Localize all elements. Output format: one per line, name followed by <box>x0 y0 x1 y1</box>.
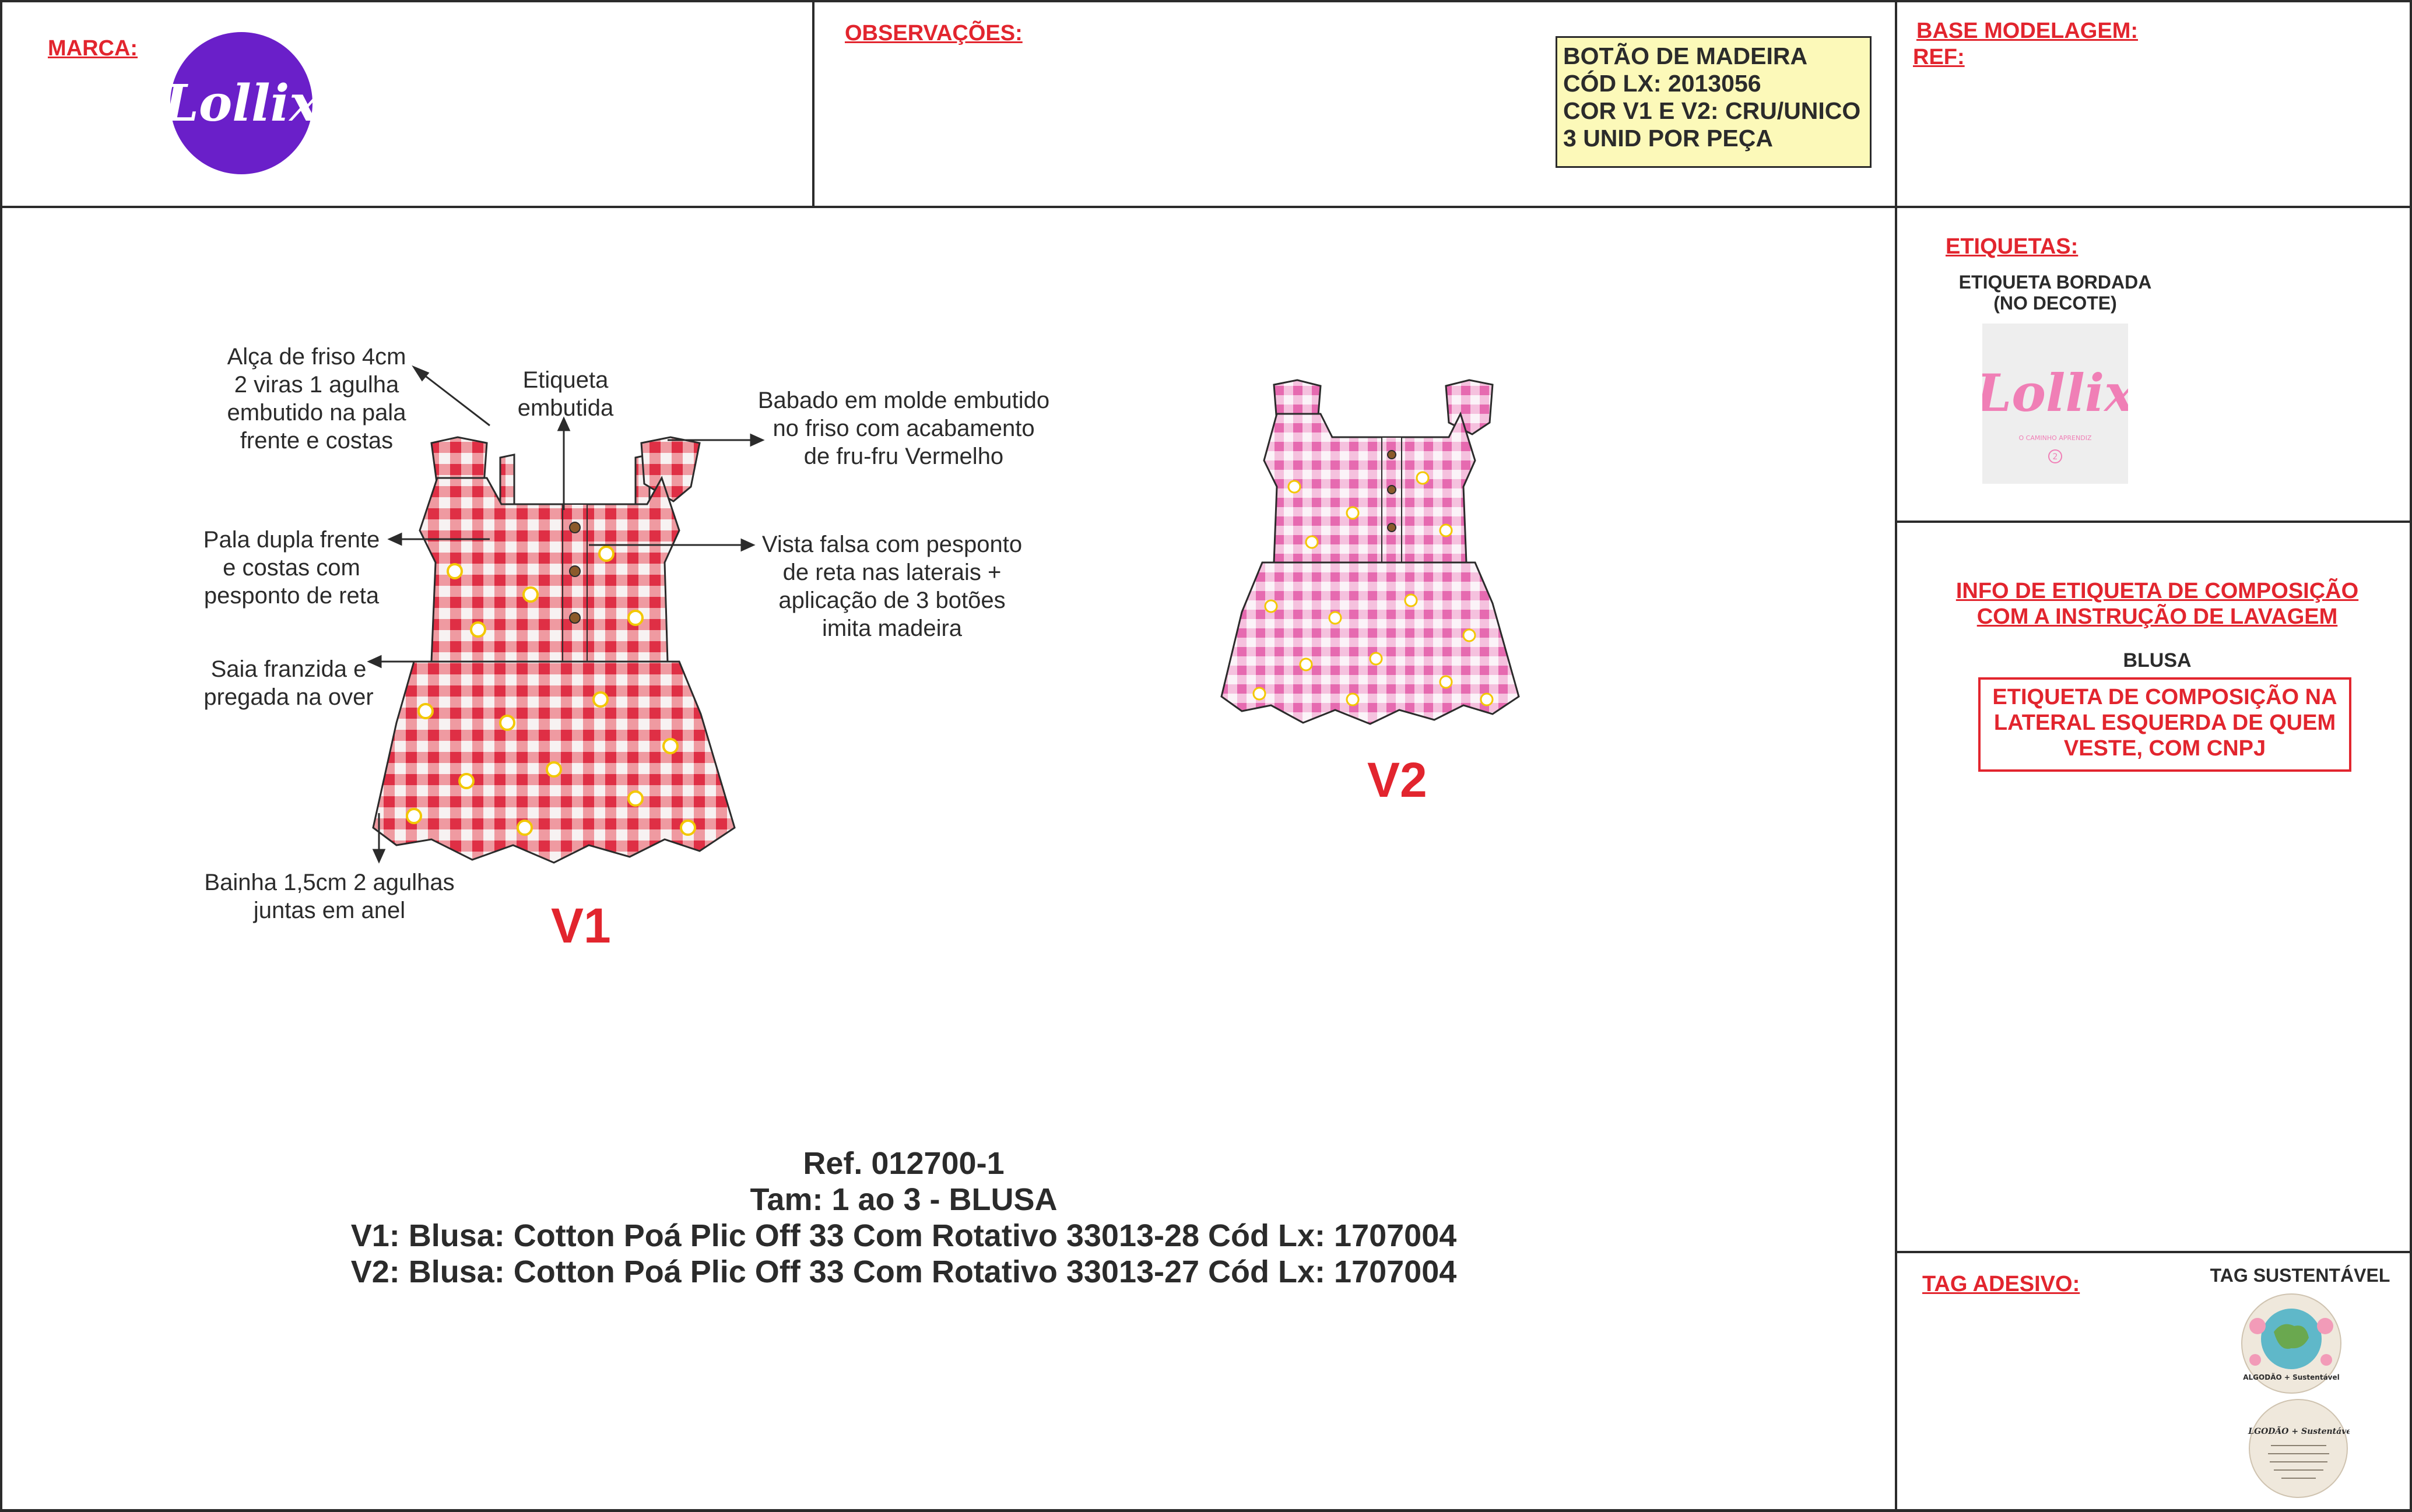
reference-block <box>233 1145 1574 1290</box>
callout-pala <box>187 526 396 610</box>
callout-line: pregada na over <box>203 684 374 710</box>
etiqueta-bordada-caption <box>1941 272 2169 314</box>
callout-etiqueta <box>493 366 638 422</box>
callout-line: juntas em anel <box>253 898 406 923</box>
etiquetas-label: ETIQUETAS: <box>1946 234 2079 259</box>
callout-line: embutida <box>517 395 614 421</box>
composicao-box-line: VESTE, COM CNPJ <box>2063 736 2266 761</box>
button-note-line: 3 UNID POR PEÇA <box>1563 125 1773 152</box>
callout-line: Bainha 1,5cm 2 agulhas <box>204 870 455 895</box>
tag-sustentavel-label: TAG SUSTENTÁVEL <box>2210 1265 2390 1286</box>
reference-ref: Ref. 012700-1 <box>803 1146 1005 1181</box>
button-note-line: BOTÃO DE MADEIRA <box>1563 43 1808 69</box>
embroidered-label-image <box>1982 324 2128 484</box>
variant-v1-label: V1 <box>551 898 611 953</box>
composicao-title <box>1941 578 2373 630</box>
sidebar-row2-divider <box>1895 521 2412 523</box>
reference-v2: V2: Blusa: Cotton Poá Plic Off 33 Com Rotativo 33013-27 Cód Lx: 1707004 <box>350 1254 1457 1289</box>
button-note-line: COR V1 E V2: CRU/UNICO <box>1563 97 1861 124</box>
frame-right <box>2410 0 2412 1512</box>
base-modelagem-label: BASE MODELAGEM: <box>1916 19 2138 43</box>
callout-vista <box>752 530 1032 642</box>
callout-line: Vista falsa com pesponto <box>761 532 1023 557</box>
callout-babado <box>746 386 1061 470</box>
button-note-line: CÓD LX: 2013056 <box>1563 70 1761 97</box>
callout-line: aplicação de 3 botões <box>778 588 1006 613</box>
blusa-label: BLUSA <box>2123 649 2192 671</box>
caption-line: (NO DECOTE) <box>1993 293 2117 314</box>
sidebar-row1-divider <box>1895 206 2412 208</box>
callout-line: Alça de friso 4cm <box>227 344 406 370</box>
composicao-box <box>1978 677 2351 772</box>
composicao-title-line: COM A INSTRUÇÃO DE LAVAGEM <box>1976 604 2338 629</box>
reference-v1: V1: Blusa: Cotton Poá Plic Off 33 Com Rotativo 33013-28 Cód Lx: 1707004 <box>350 1218 1457 1253</box>
variant-v2-label: V2 <box>1367 753 1427 807</box>
tag-adesivo-label: TAG ADESIVO: <box>1922 1272 2080 1296</box>
composicao-title-line: INFO DE ETIQUETA DE COMPOSIÇÃO <box>1955 579 2359 603</box>
sustainability-tag-back <box>2248 1398 2350 1500</box>
callout-alca <box>197 343 436 455</box>
sidebar-divider <box>1895 0 1897 1512</box>
label-logo-text: Lollix <box>1982 363 2128 423</box>
caption-line: ETIQUETA BORDADA <box>1958 272 2152 293</box>
tag-front-text: ALGODÃO + Sustentável <box>2243 1373 2340 1381</box>
callout-line: embutido na pala <box>227 400 406 426</box>
callout-line: frente e costas <box>240 428 394 453</box>
sidebar-row3-divider <box>1895 1251 2412 1253</box>
callout-bainha <box>187 868 472 924</box>
callout-line: Saia franzida e <box>210 656 367 682</box>
reference-size: Tam: 1 ao 3 - BLUSA <box>750 1182 1058 1217</box>
ref-label: REF: <box>1913 45 1965 69</box>
callout-line: Babado em molde embutido <box>757 388 1050 413</box>
observacoes-label: OBSERVAÇÕES: <box>845 21 1023 45</box>
callout-line: e costas com <box>223 555 360 581</box>
callout-line: pesponto de reta <box>203 583 380 609</box>
callout-line: Etiqueta <box>522 367 609 393</box>
frame-bottom <box>0 1509 2412 1512</box>
label-size-mark: 2 <box>2052 452 2058 462</box>
callout-line: de fru-fru Vermelho <box>803 444 1004 469</box>
callout-line: de reta nas laterais + <box>782 560 1002 585</box>
callout-line: 2 viras 1 agulha <box>234 372 399 398</box>
marca-label: MARCA: <box>48 36 138 61</box>
callout-line: no friso com acabamento <box>773 416 1035 441</box>
callout-saia <box>189 655 388 711</box>
callout-line: imita madeira <box>821 616 963 641</box>
label-tagline: O CAMINHO APRENDIZ <box>2018 434 2092 442</box>
button-note <box>1556 36 1872 168</box>
callout-line: Pala dupla frente <box>203 527 380 553</box>
tag-back-title: ALGODÃO + Sustentável <box>2248 1427 2350 1436</box>
composicao-box-line: LATERAL ESQUERDA DE QUEM <box>1993 711 2336 735</box>
sustainability-tag-front <box>2233 1291 2350 1396</box>
composicao-box-line: ETIQUETA DE COMPOSIÇÃO NA <box>1992 685 2337 709</box>
sketch-v2 <box>1219 367 1574 729</box>
brand-logo-text: Lollix <box>170 74 313 133</box>
